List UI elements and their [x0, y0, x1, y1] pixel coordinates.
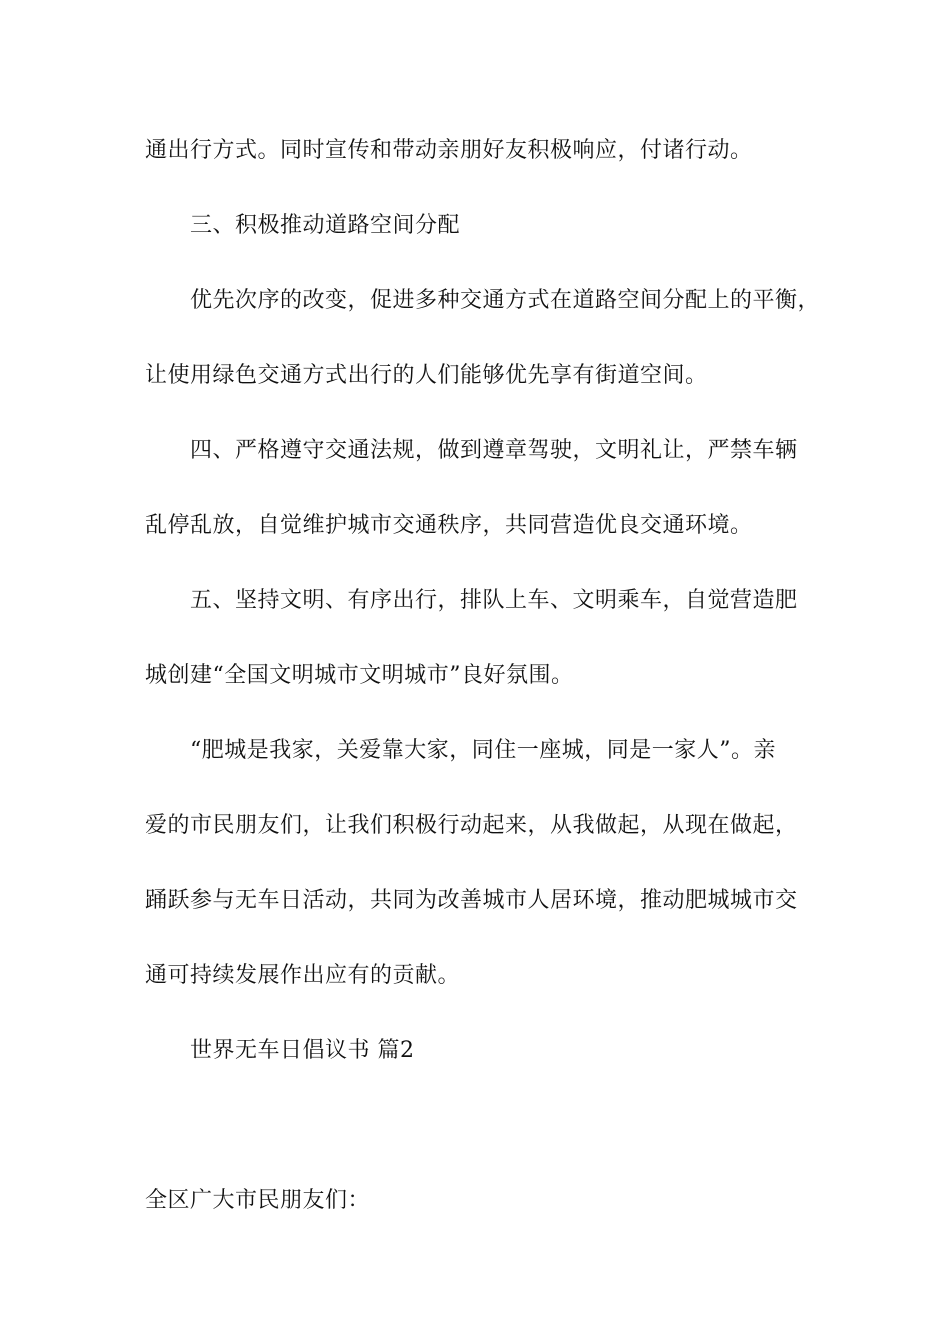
paragraph-line-7: 五、坚持文明、有序出行，排队上车、文明乘车，自觉营造肥: [190, 588, 798, 613]
paragraph-line-1: 通出行方式。同时宣传和带动亲朋好友积极响应，付诸行动。: [145, 138, 753, 163]
paragraph-line-6: 乱停乱放，自觉维护城市交通秩序，共同营造优良交通环境。: [145, 513, 753, 538]
paragraph-line-3: 优先次序的改变，促进多种交通方式在道路空间分配上的平衡，: [190, 288, 821, 313]
salutation: 全区广大市民朋友们：: [145, 1188, 371, 1213]
paragraph-line-12: 通可持续发展作出应有的贡献。: [145, 963, 461, 988]
paragraph-line-4: 让使用绿色交通方式出行的人们能够优先享有街道空间。: [145, 363, 708, 388]
paragraph-line-8: 城创建“全国文明城市文明城市”良好氛围。: [145, 663, 574, 688]
paragraph-line-9: “肥城是我家，关爱靠大家，同住一座城，同是一家人”。亲: [190, 738, 776, 763]
section-heading-3: 三、积极推动道路空间分配: [190, 213, 461, 238]
section-title: 世界无车日倡议书 篇2: [190, 1038, 415, 1063]
paragraph-line-5: 四、严格遵守交通法规，做到遵章驾驶，文明礼让，严禁车辆: [190, 438, 798, 463]
paragraph-line-11: 踊跃参与无车日活动，共同为改善城市人居环境，推动肥城城市交: [145, 888, 798, 913]
paragraph-line-10: 爱的市民朋友们，让我们积极行动起来，从我做起，从现在做起，: [145, 813, 798, 838]
